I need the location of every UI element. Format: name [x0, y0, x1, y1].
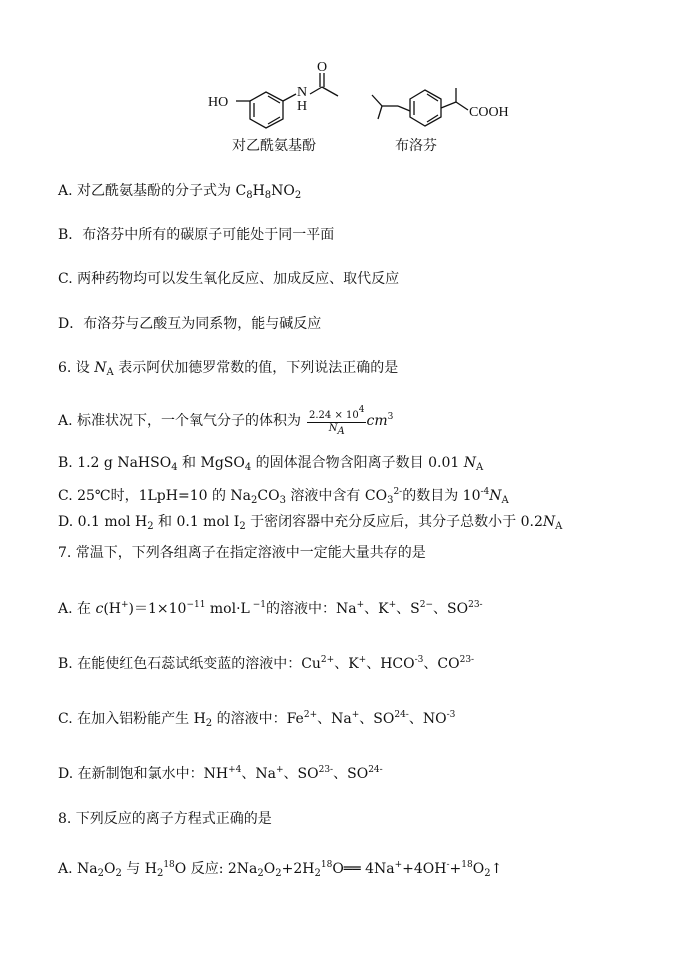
q5-option-b: B．布洛芬中所有的碳原子可能处于同一平面 — [58, 227, 335, 243]
volume-fraction: $\frac{2.24 \times 10^4}{N_A}$ — [309, 405, 365, 437]
cooh-label: COOH — [469, 105, 509, 120]
q7-option-b: B. 在能使红色石蕊试纸变蓝的溶液中：$Cu^{2+}$、K+、$HCO^{-3}$、$CO^{23-}$ — [58, 655, 475, 672]
caption-ibuprofen: 布洛芬 — [395, 138, 437, 154]
q6-option-a: A. 标准状况下，一个氧气分子的体积为 $\frac{2.24 \times 10^4}{N_A}$ $cm^3$ — [58, 405, 394, 437]
q6-option-b: B. 1.2 g NaHSO$_4$ 和 MgSO$_4$ 的固体混合物含阳离子数目 0.01 $N_A$ — [58, 455, 484, 473]
n-label: N — [297, 85, 308, 100]
q5-option-c: C. 两种药物均可以发生氧化反应、加成反应、取代反应 — [58, 271, 400, 287]
q6-option-c: C. 25℃时，1LpH=10 的 $Na_2CO_3$ 溶液中含有 $CO_3^{2-}$的数目为 $10^{-4}N_A$ — [58, 487, 509, 506]
o-label: O — [317, 60, 328, 75]
h-label: H — [297, 99, 308, 114]
q7-option-d: D. 在新制饱和氯水中：$NH^{+4}$、Na+、$SO^{23-}$、$SO^{24-}$ — [58, 765, 383, 782]
q7-option-c: C. 在加入铝粉能产生 $H_2$ 的溶液中：$Fe^{2+}$、Na+、$SO^{24-}$、$NO^{-3}$ — [58, 710, 456, 729]
q5-option-d: D．布洛芬与乙酸互为同系物，能与碱反应 — [58, 316, 322, 332]
ibuprofen-structure — [372, 88, 468, 126]
q5-option-a: A. 对乙酰氨基酚的分子式为 $C_8H_8NO_2$ — [58, 183, 302, 201]
q8-option-a: A. $Na_2O_2$ 与 $H_2^{18}O$ 反应: $2Na_2O_2+2H_2^{18}O══$ $4Na^++4OH^-+^{18}O_2↑$ — [58, 860, 503, 879]
q6-stem: 6. 设 $N_A$ 表示阿伏加德罗常数的值，下列说法正确的是 — [58, 360, 399, 378]
structure-figure — [0, 55, 688, 165]
q8-stem: 8. 下列反应的离子方程式正确的是 — [58, 811, 272, 827]
q7-option-a: A. 在 $c(H^+)=1\times 10^{-11}$ mol·L $^{-1}$的溶液中：Na+、K+、$S^{2-}$、$SO^{23-}$ — [58, 600, 483, 617]
q7-stem: 7. 常温下，下列各组离子在指定溶液中一定能大量共存的是 — [58, 545, 426, 561]
ho-label: HO — [208, 95, 229, 110]
molecule-structures — [0, 55, 688, 165]
q6-option-d: D. 0.1 mol $H_2$ 和 0.1 mol $I_2$ 于密闭容器中充分反应后，其分子总数小于 $0.2N_A$ — [58, 514, 563, 532]
paracetamol-structure — [236, 73, 338, 128]
caption-paracetamol: 对乙酰氨基酚 — [232, 138, 316, 154]
